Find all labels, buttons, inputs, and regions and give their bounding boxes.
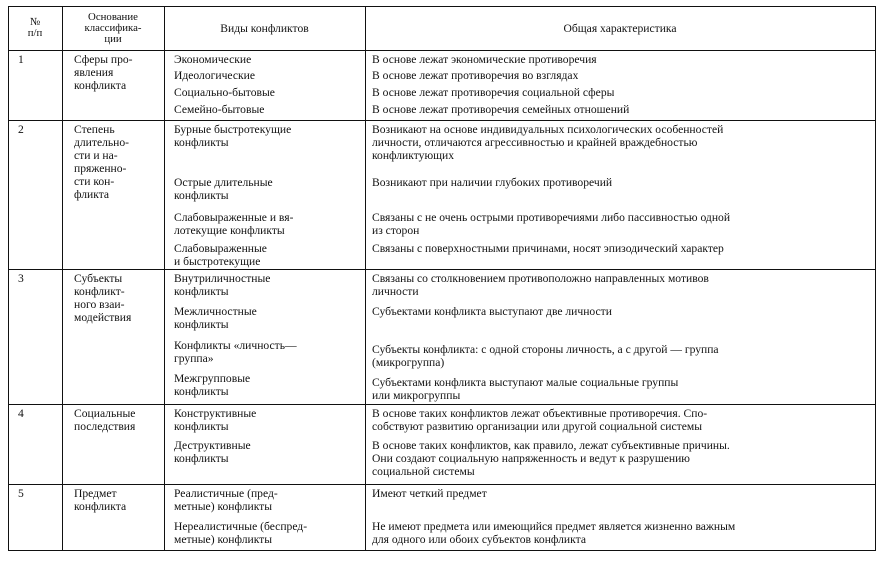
row-3-type-3: Конфликты «личность— группа»: [174, 339, 297, 365]
row-3-desc-1: Связаны со столкновением противоположно направленных мотивов личности: [372, 272, 709, 298]
row-4-num: 4: [18, 407, 24, 420]
row-1-desc-4: В основе лежат противоречия семейных отношений: [372, 103, 630, 116]
col-rule-3: [365, 6, 366, 551]
row-rule-2: [8, 269, 876, 270]
row-2-desc-1: Возникают на основе индивидуальных психологических особенностей личности, отличаются агрессивностью и крайней враждебностью конфликтующих: [372, 123, 724, 162]
row-1-desc-1: В основе лежат экономические противоречия: [372, 53, 597, 66]
row-2-type-1: Бурные быстротекущие конфликты: [174, 123, 292, 149]
row-5-basis: Предмет конфликта: [74, 487, 127, 513]
col-rule-1: [62, 6, 63, 551]
header-characteristic: Общая характеристика: [563, 21, 677, 35]
table-border-bottom: [8, 550, 876, 551]
row-1-type-3: Социально-бытовые: [174, 86, 275, 99]
row-2-type-3: Слабовыраженные и вя- лотекущие конфликты: [174, 211, 294, 237]
col-rule-2: [164, 6, 165, 551]
col-rule-0: [8, 6, 9, 551]
row-3-num: 3: [18, 272, 24, 285]
row-4-desc-1: В основе таких конфликтов лежат объективные противоречия. Спо- собствуют развитию организации или другой социальной системы: [372, 407, 708, 433]
row-3-desc-2: Субъектами конфликта выступают две личности: [372, 305, 612, 318]
row-1-type-4: Семейно-бытовые: [174, 103, 265, 116]
row-1-desc-2: В основе лежат противоречия во взглядах: [372, 69, 579, 82]
header-rule: [8, 50, 876, 51]
conflict-classification-table: [8, 6, 876, 551]
row-5-type-2: Нереалистичные (беспред- метные) конфликты: [174, 520, 308, 546]
row-5-desc-2: Не имеют предмета или имеющийся предмет является жизненно важным для одного или обоих субъектов конфликта: [372, 520, 736, 546]
row-4-basis: Социальные последствия: [74, 407, 136, 433]
row-4-type-2: Деструктивные конфликты: [174, 439, 251, 465]
row-3-type-2: Межличностные конфликты: [174, 305, 257, 331]
row-1-type-2: Идеологические: [174, 69, 255, 82]
header-types: Виды конфликтов: [220, 21, 309, 35]
row-rule-3: [8, 404, 876, 405]
row-rule-4: [8, 484, 876, 485]
row-3-type-4: Межгрупповые конфликты: [174, 372, 251, 398]
row-3-basis: Субъекты конфликт- ного взаи- модействия: [74, 272, 132, 324]
row-1-desc-3: В основе лежат противоречия социальной сферы: [372, 86, 615, 99]
header-num: № п/п: [27, 16, 43, 39]
row-2-type-4: Слабовыраженные и быстротекущие: [174, 242, 267, 268]
row-4-desc-2: В основе таких конфликтов, как правило, лежат субъективные причины. Они создают социальную напряженность и ведут к разрушению социальной системы: [372, 439, 730, 478]
row-5-num: 5: [18, 487, 24, 500]
row-1-num: 1: [18, 53, 24, 66]
header-basis: Основание классифика- ции: [84, 10, 142, 45]
row-3-desc-3: Субъекты конфликта: с одной стороны личность, а с другой — группа (микрогруппа): [372, 343, 719, 369]
row-2-type-2: Острые длительные конфликты: [174, 176, 273, 202]
row-3-type-1: Внутриличностные конфликты: [174, 272, 271, 298]
row-3-desc-4: Субъектами конфликта выступают малые социальные группы или микрогруппы: [372, 376, 679, 402]
row-2-desc-4: Связаны с поверхностными причинами, носят эпизодический характер: [372, 242, 724, 255]
col-rule-4: [875, 6, 876, 551]
row-1-type-1: Экономические: [174, 53, 252, 66]
row-1-basis: Сферы про- явления конфликта: [74, 53, 133, 92]
row-2-desc-2: Возникают при наличии глубоких противоречий: [372, 176, 613, 189]
row-5-desc-1: Имеют четкий предмет: [372, 487, 487, 500]
document-page: [8, 6, 876, 551]
row-2-basis: Степень длительно- сти и на- пряженно- сти кон- фликта: [74, 123, 130, 201]
row-2-desc-3: Связаны с не очень острыми противоречиями либо пассивностью одной из сторон: [372, 211, 731, 237]
row-2-num: 2: [18, 123, 24, 136]
row-5-type-1: Реалистичные (пред- метные) конфликты: [174, 487, 278, 513]
row-rule-1: [8, 120, 876, 121]
row-4-type-1: Конструктивные конфликты: [174, 407, 257, 433]
